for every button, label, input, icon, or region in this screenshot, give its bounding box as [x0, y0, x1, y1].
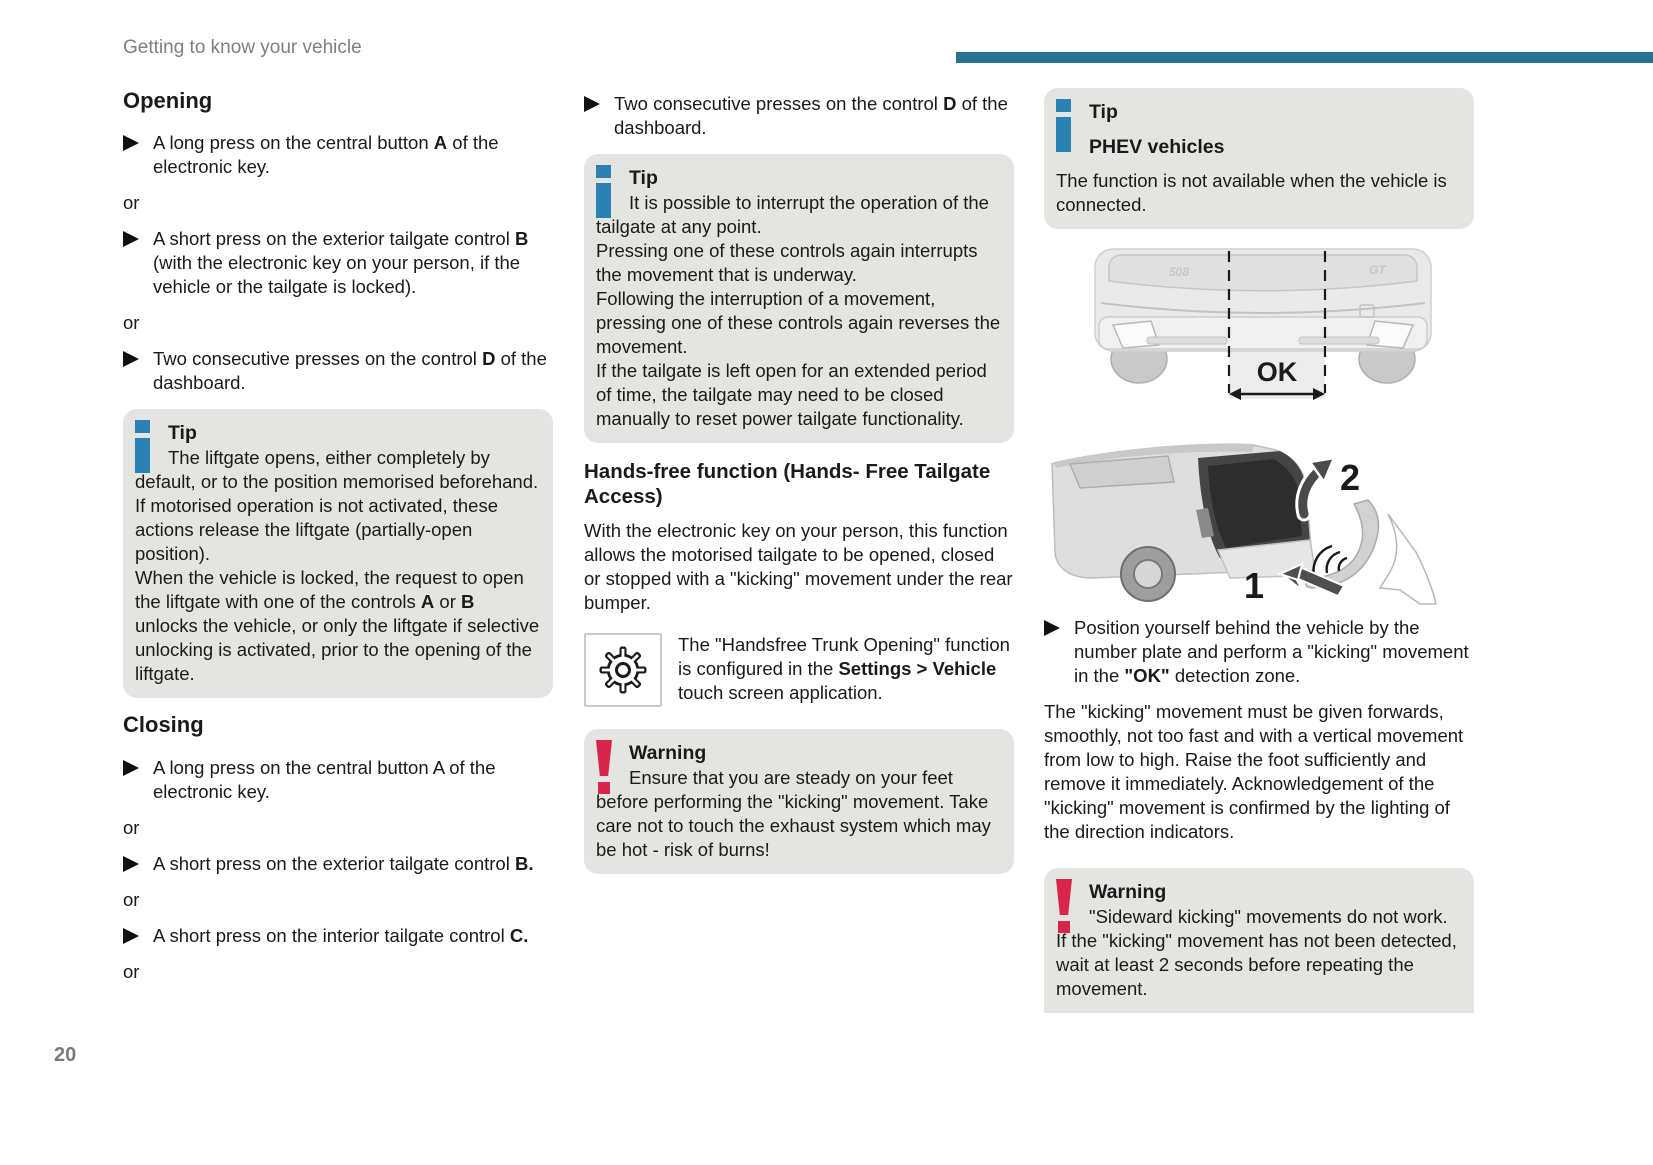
tip-body: The liftgate opens, either completely by default, or to the position memorised beforehand. If motorised operation is not activated, these actions release the liftgate (partially-open position). When the vehicle is locked, the request to open the liftgate with one of the controls A or B unlocks the vehicle, or only the liftgate if selective unlocking is activated, prior to the opening of the liftgate.: [135, 447, 540, 685]
warning-title: Warning: [629, 742, 707, 764]
tip-body: It is possible to interrupt the operation of the tailgate at any point. Pressing one of these controls again interrupts the movement that is underway. Following the interruption of a movement, pressing one of these controls again reverses the movement. If the tailgate is left open for an extended period of time, the tailgate may need to be closed manually to reset power tailgate functionality.: [596, 192, 1001, 429]
warning-body: Ensure that you are steady on your feet before performing the "kicking" movement. Take care not to touch the exhaust system which may be hot - risk of burns!: [596, 767, 991, 860]
column-left: [123, 88, 553, 996]
list-item: [584, 92, 1014, 140]
list-item: [123, 347, 553, 395]
opening-heading: Opening: [123, 88, 213, 113]
tip-box-opening: [123, 409, 553, 698]
tip-body: The function is not available when the vehicle is connected.: [1056, 170, 1447, 215]
accent-bar: [956, 52, 1653, 63]
warning-box-kicking: [584, 729, 1014, 874]
warning-title: Warning: [1089, 881, 1167, 903]
badge-left: 508: [1169, 265, 1190, 279]
or-separator: or: [123, 312, 140, 334]
list-item: [123, 924, 553, 948]
list-item-text: A short press on the exterior tailgate control B.: [153, 852, 534, 874]
bullet-triangle-icon: [123, 856, 153, 876]
list-item-text: A short press on the interior tailgate control C.: [153, 924, 529, 946]
hands-free-heading: Hands-free function (Hands- Free Tailgate Access): [584, 460, 991, 508]
or-separator: or: [123, 960, 140, 982]
list-item-text: Two consecutive presses on the control D of the dashboard.: [153, 348, 547, 394]
badge-right: GT: [1369, 263, 1386, 277]
tip-title: Tip: [168, 422, 197, 445]
tip-subtitle: PHEV vehicles: [1089, 136, 1225, 158]
bullet-triangle-icon: [123, 231, 153, 299]
warning-box-sideward: [1044, 868, 1474, 1013]
list-item-text: A long press on the central button A of the electronic key.: [153, 132, 499, 178]
rear-view-illustration: [1081, 243, 1445, 405]
or-separator: or: [123, 816, 140, 838]
kicking-paragraph: The "kicking" movement must be given forwards, smoothly, not too fast and with a vertical movement from low to high. Raise the foot sufficiently and remove it immediately. Acknowledgement of the "kicking" movement is confirmed by the lighting of the direction indicators.: [1044, 701, 1464, 842]
step-1-label: 1: [1244, 565, 1265, 606]
bullet-triangle-icon: [1044, 620, 1074, 688]
hands-free-intro: With the electronic key on your person, this function allows the motorised tailgate to be opened, closed or stopped with a "kicking" movement under the rear bumper.: [584, 520, 1013, 613]
list-item-text: Position yourself behind the vehicle by the number plate and perform a "kicking" movement in the "OK" detection zone.: [1074, 617, 1469, 686]
step-2-label: 2: [1340, 457, 1361, 498]
tip-icon-wrap: [1056, 99, 1089, 157]
tip-title: Tip: [629, 167, 658, 189]
warning-icon-wrap: [596, 740, 629, 784]
tip-box-phev: [1044, 88, 1474, 229]
closing-heading: Closing: [123, 712, 204, 738]
gear-icon: [599, 646, 647, 694]
list-item-text: Two consecutive presses on the control D of the dashboard.: [614, 93, 1008, 138]
tip-icon-wrap: [135, 420, 168, 464]
list-item: [1044, 616, 1474, 688]
or-separator: or: [123, 888, 140, 910]
ok-zone-label: OK: [1256, 357, 1298, 387]
bullet-triangle-icon: [123, 928, 153, 948]
column-right: [1044, 88, 1474, 1027]
list-item-text: A long press on the central button A of the electronic key.: [153, 756, 496, 802]
page-number: 20: [54, 1044, 77, 1066]
kick-illustration: [1048, 418, 1440, 606]
list-item: [123, 131, 553, 179]
tip-title: Tip: [1089, 101, 1118, 123]
settings-note: The "Handsfree Trunk Opening" function is configured in the Settings > Vehicle touch screen application.: [678, 634, 1010, 703]
bullet-triangle-icon: [123, 135, 153, 179]
tip-icon-wrap: [596, 165, 629, 209]
bullet-triangle-icon: [123, 760, 153, 804]
list-item: [123, 756, 553, 804]
warning-icon-wrap: [1056, 879, 1089, 923]
page-header: Getting to know your vehicle: [123, 37, 362, 58]
list-item: [123, 227, 553, 299]
list-item-text: A short press on the exterior tailgate control B (with the electronic key on your person, if the vehicle or the tailgate is locked).: [153, 228, 529, 298]
bullet-triangle-icon: [584, 96, 614, 140]
settings-note-row: [584, 633, 1014, 707]
gear-icon-box: [584, 633, 662, 707]
column-middle: [584, 88, 1014, 888]
list-item: [123, 852, 553, 876]
warning-body: "Sideward kicking" movements do not work. If the "kicking" movement has not been detected, wait at least 2 seconds before repeating the movement.: [1056, 906, 1457, 999]
bullet-triangle-icon: [123, 351, 153, 395]
tip-box-interrupt: [584, 154, 1014, 443]
or-separator: or: [123, 192, 140, 214]
